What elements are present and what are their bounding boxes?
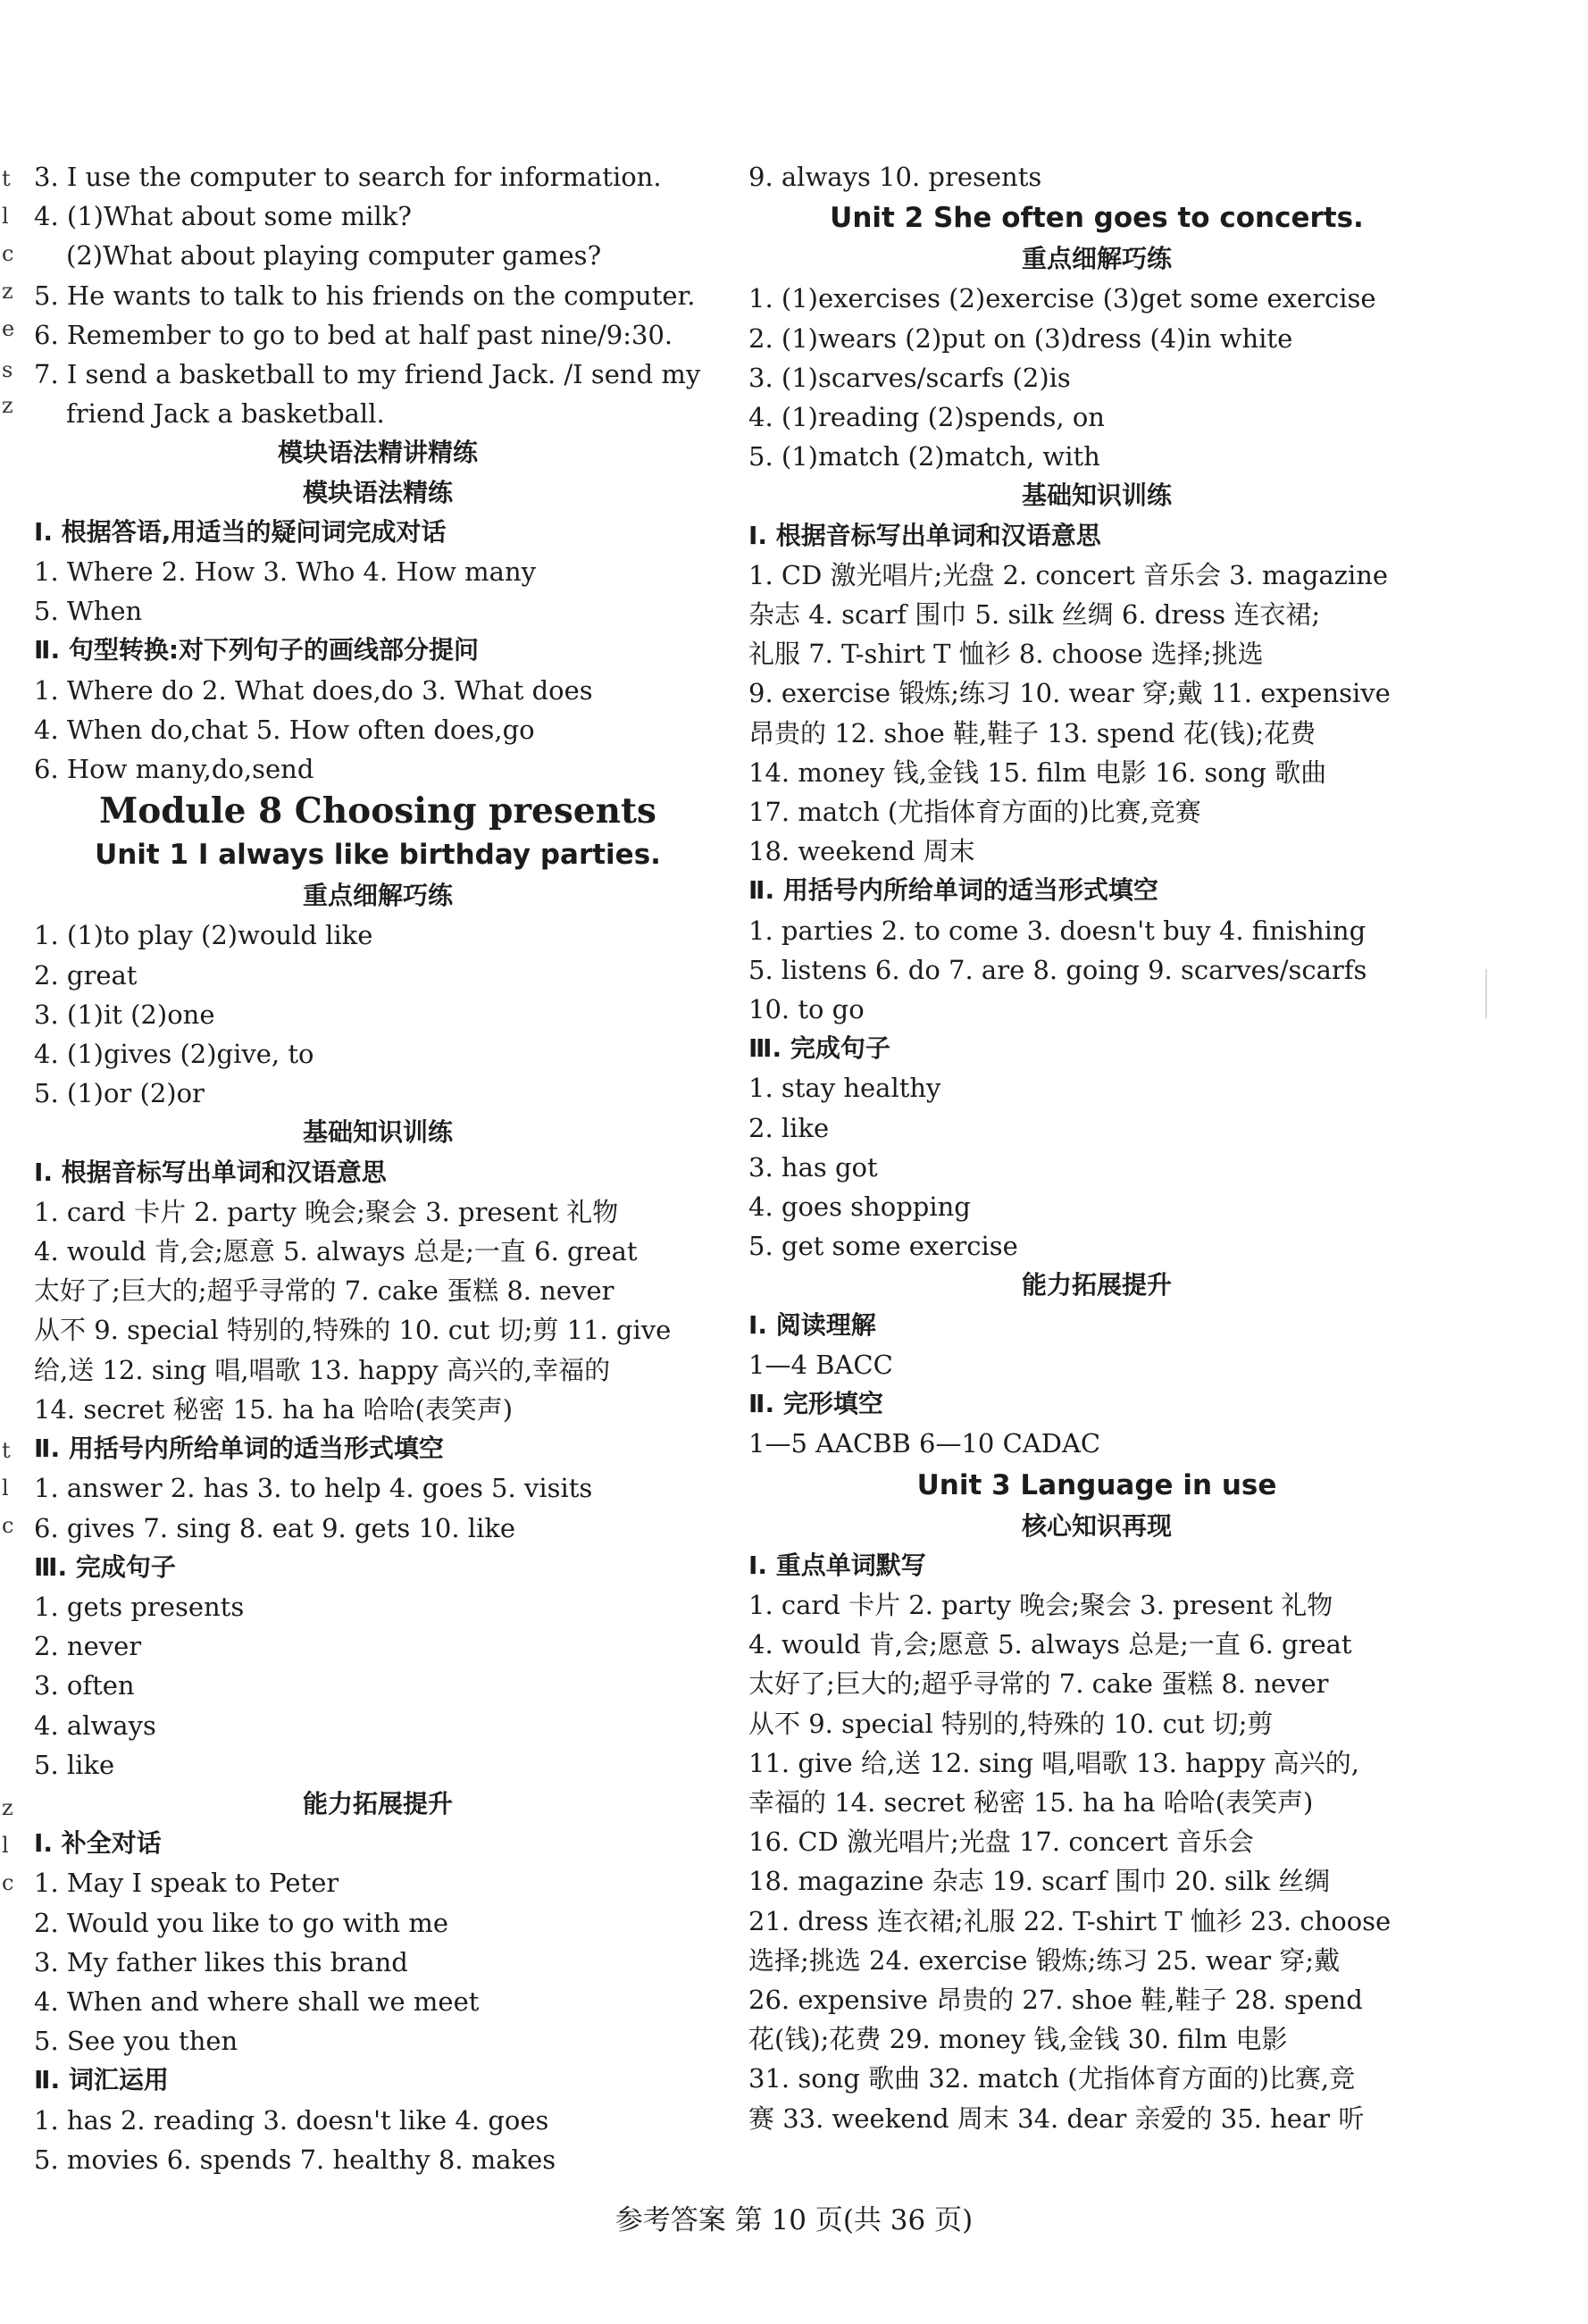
exercise-heading: Ⅲ. 完成句子 (748, 1033, 890, 1064)
answer-line: 2. Would you like to go with me (34, 1907, 449, 1938)
answer-line: 5. listens 6. do 7. are 8. going 9. scarves/scarfs (748, 954, 1367, 985)
exercise-heading: Ⅱ. 用括号内所给单词的适当形式填空 (34, 1434, 444, 1464)
answer-line: 5. get some exercise (748, 1231, 1018, 1262)
margin-glyph: t (2, 166, 11, 191)
exercise-heading: Ⅰ. 补全对话 (34, 1828, 162, 1859)
answer-line: 选择;挑选 24. exercise 锻炼;练习 25. wear 穿;戴 (748, 1944, 1341, 1976)
answer-line: 7. I send a basketball to my friend Jack. /I send my (34, 359, 701, 390)
answer-line: 6. gives 7. sing 8. eat 9. gets 10. like (34, 1512, 516, 1543)
answer-line: 给,送 12. sing 唱,唱歌 13. happy 高兴的,幸福的 (34, 1354, 611, 1385)
answer-line: 10. to go (748, 994, 865, 1025)
margin-glyph: z (2, 1795, 13, 1820)
section-heading: 模块语法精练 (302, 477, 453, 507)
answer-line: 1—4 BACC (748, 1349, 893, 1380)
left-column (34, 157, 722, 2179)
answer-line: 5. (1)or (2)or (34, 1078, 205, 1109)
exercise-heading: Ⅱ. 词汇运用 (34, 2065, 169, 2095)
answer-line: 18. weekend 周末 (748, 836, 975, 867)
section-heading: 重点细解巧练 (302, 881, 453, 911)
answer-line: 4. always (34, 1710, 156, 1741)
answer-line: 5. like (34, 1749, 115, 1780)
unit-title: Unit 2 She often goes to concerts. (830, 202, 1364, 235)
margin-glyph: l (2, 1475, 9, 1501)
exercise-heading: Ⅰ. 根据答语,用适当的疑问词完成对话 (34, 516, 447, 547)
margin-glyph: l (2, 1833, 9, 1858)
answer-line: 16. CD 激光唱片;光盘 17. concert 音乐会 (748, 1827, 1254, 1858)
section-heading: 能力拓展提升 (1021, 1270, 1172, 1300)
exercise-heading: Ⅰ. 根据音标写出单词和汉语意思 (748, 520, 1101, 550)
answer-line: 1. May I speak to Peter (34, 1868, 339, 1899)
answer-line: 2. never (34, 1631, 142, 1662)
answer-line: 4. would 肯,会;愿意 5. always 总是;一直 6. great (34, 1236, 638, 1267)
answer-line: 4. goes shopping (748, 1191, 971, 1223)
answer-line: 赛 33. weekend 周末 34. dear 亲爱的 35. hear 听 (748, 2102, 1365, 2134)
answer-line: 1. parties 2. to come 3. doesn't buy 4. finishing (748, 915, 1367, 946)
answer-line: (2)What about playing computer games? (66, 240, 602, 272)
answer-line: 14. secret 秘密 15. ha ha 哈哈(表笑声) (34, 1393, 514, 1425)
scan-mark (1485, 969, 1487, 1018)
answer-line: 4. When do,chat 5. How often does,go (34, 714, 535, 745)
answer-line: 幸福的 14. secret 秘密 15. ha ha 哈哈(表笑声) (748, 1786, 1314, 1818)
answer-line: 1. Where do 2. What does,do 3. What does (34, 674, 593, 706)
exercise-heading: Ⅰ. 阅读理解 (748, 1309, 876, 1340)
exercise-heading: Ⅰ. 重点单词默写 (748, 1550, 926, 1580)
unit-title: Unit 3 Language in use (916, 1468, 1277, 1501)
answer-line: 1. (1)to play (2)would like (34, 920, 373, 951)
answer-line: 昂贵的 12. shoe 鞋,鞋子 13. spend 花(钱);花费 (748, 717, 1316, 748)
answer-line: 太好了;巨大的;超乎寻常的 7. cake 蛋糕 8. never (34, 1275, 614, 1307)
margin-glyph: s (2, 357, 13, 382)
margin-glyph: c (2, 241, 14, 266)
margin-glyph: l (2, 204, 9, 229)
answer-line: 3. (1)it (2)one (34, 999, 215, 1030)
answer-line: 9. exercise 锻炼;练习 10. wear 穿;戴 11. expensive (748, 678, 1391, 709)
answer-line: 4. (1)gives (2)give, to (34, 1039, 314, 1070)
exercise-heading: Ⅱ. 完形填空 (748, 1389, 883, 1419)
answer-line: 2. like (748, 1112, 830, 1143)
exercise-heading: Ⅰ. 根据音标写出单词和汉语意思 (34, 1157, 387, 1187)
answer-line: 1. card 卡片 2. party 晚会;聚会 3. present 礼物 (34, 1196, 619, 1227)
unit-title: Unit 1 I always like birthday parties. (95, 839, 661, 872)
answer-line: 18. magazine 杂志 19. scarf 围巾 20. silk 丝绸 (748, 1866, 1331, 1897)
section-heading: 能力拓展提升 (302, 1788, 453, 1818)
answer-line: 5. He wants to talk to his friends on the computer. (34, 280, 696, 311)
answer-line: 11. give 给,送 12. sing 唱,唱歌 13. happy 高兴的, (748, 1747, 1360, 1778)
answer-line: 5. (1)match (2)match, with (748, 441, 1100, 472)
margin-glyph: e (2, 316, 15, 341)
answer-line: 4. would 肯,会;愿意 5. always 总是;一直 6. great (748, 1629, 1352, 1660)
margin-glyph: t (2, 1438, 11, 1463)
answer-line: 1—5 AACBB 6—10 CADAC (748, 1428, 1101, 1459)
answer-line: 1. CD 激光唱片;光盘 2. concert 音乐会 3. magazine (748, 559, 1389, 590)
answer-line: 1. (1)exercises (2)exercise (3)get some exercise (748, 283, 1376, 314)
answer-line: 6. Remember to go to bed at half past nine/9:30. (34, 319, 673, 350)
section-heading: 核心知识再现 (1021, 1510, 1172, 1541)
answer-line: 5. See you then (34, 2026, 238, 2057)
answer-line: 太好了;巨大的;超乎寻常的 7. cake 蛋糕 8. never (748, 1668, 1329, 1700)
answer-line: 3. My father likes this brand (34, 1946, 408, 1977)
answer-line: 4. (1)What about some milk? (34, 201, 412, 232)
answer-line: 4. When and where shall we meet (34, 1985, 480, 2017)
exercise-heading: Ⅱ. 句型转换:对下列句子的画线部分提问 (34, 635, 480, 665)
page-footer: 参考答案 第 10 页(共 36 页) (614, 2204, 974, 2236)
margin-glyph: z (2, 279, 13, 304)
exercise-heading: Ⅲ. 完成句子 (34, 1551, 176, 1582)
answer-line: 2. (1)wears (2)put on (3)dress (4)in white (748, 322, 1293, 354)
answer-line: 6. How many,do,send (34, 754, 314, 785)
answer-line: 从不 9. special 特别的,特殊的 10. cut 切;剪 11. give (34, 1315, 672, 1346)
section-heading: 模块语法精讲精练 (277, 438, 478, 468)
answer-line: 4. (1)reading (2)spends, on (748, 402, 1105, 433)
answer-line: 1. stay healthy (748, 1073, 941, 1104)
right-column (748, 157, 1445, 2138)
answer-line: 5. When (34, 596, 143, 627)
answer-line: friend Jack a basketball. (66, 398, 385, 430)
section-heading: 重点细解巧练 (1021, 244, 1172, 274)
answer-line: 3. has got (748, 1151, 878, 1183)
answer-line: 9. always 10. presents (748, 162, 1042, 192)
margin-glyph: c (2, 1513, 14, 1538)
answer-line: 1. answer 2. has 3. to help 4. goes 5. visits (34, 1473, 593, 1504)
answer-line: 花(钱);花费 29. money 钱,金钱 30. film 电影 (748, 2024, 1288, 2055)
answer-line: 1. card 卡片 2. party 晚会;聚会 3. present 礼物 (748, 1589, 1333, 1620)
intro-answers (34, 157, 722, 433)
answer-line: 礼服 7. T-shirt T 恤衫 8. choose 选择;挑选 (748, 639, 1264, 670)
exercise-heading: Ⅱ. 用括号内所给单词的适当形式填空 (748, 875, 1158, 906)
answer-line: 1. Where 2. How 3. Who 4. How many (34, 556, 537, 588)
answer-line: 3. often (34, 1670, 135, 1701)
answer-line: 14. money 钱,金钱 15. film 电影 16. song 歌曲 (748, 757, 1327, 788)
answer-line: 从不 9. special 特别的,特殊的 10. cut 切;剪 (748, 1708, 1274, 1739)
module-title: Module 8 Choosing presents (99, 790, 656, 832)
answer-line: 5. movies 6. spends 7. healthy 8. makes (34, 2144, 556, 2175)
section-heading: 基础知识训练 (302, 1117, 453, 1148)
margin-glyph: c (2, 1870, 14, 1895)
margin-glyph: z (2, 393, 13, 418)
answer-line: 3. I use the computer to search for information. (34, 162, 662, 192)
answer-line: 1. has 2. reading 3. doesn't like 4. goes (34, 2104, 549, 2136)
answer-line: 1. gets presents (34, 1591, 245, 1622)
answer-line: 3. (1)scarves/scarfs (2)is (748, 362, 1071, 393)
answer-line: 杂志 4. scarf 围巾 5. silk 丝绸 6. dress 连衣裙; (748, 599, 1321, 631)
answer-line: 21. dress 连衣裙;礼服 22. T-shirt T 恤衫 23. choose (748, 1905, 1392, 1936)
section-heading: 基础知识训练 (1021, 481, 1172, 511)
answer-line: 31. song 歌曲 32. match (尤指体育方面的)比赛,竞 (748, 2063, 1356, 2094)
answer-line: 17. match (尤指体育方面的)比赛,竞赛 (748, 797, 1201, 828)
answer-line: 26. expensive 昂贵的 27. shoe 鞋,鞋子 28. spend (748, 1984, 1363, 2015)
answer-line: 2. great (34, 959, 138, 991)
